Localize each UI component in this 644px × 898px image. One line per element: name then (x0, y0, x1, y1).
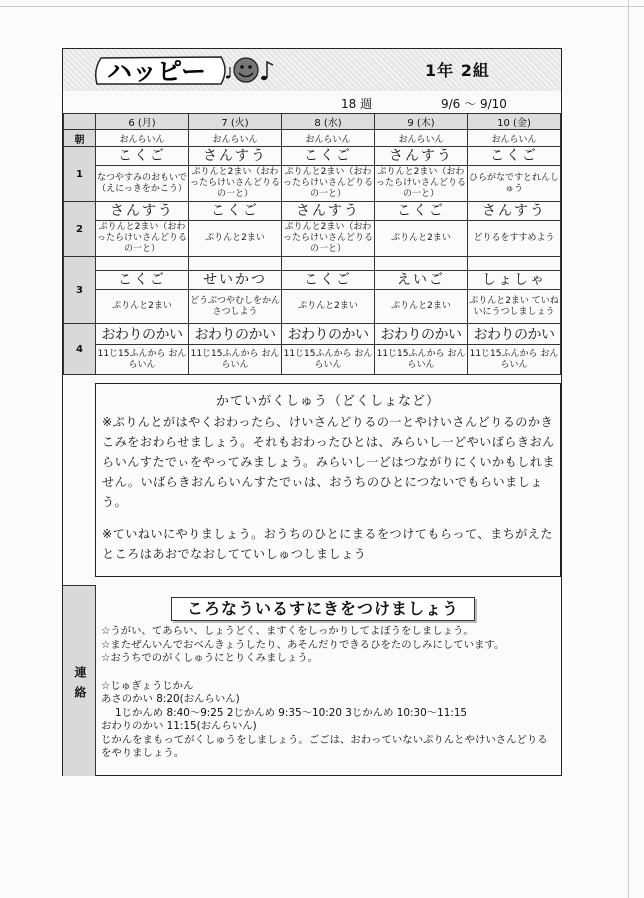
homework-paragraph-2: ※ていねいにやりましょう。おうちのひとにまるをつけてもらって、まちがえたところはあおでなおしてていしゅつしましょう (102, 527, 553, 561)
subject-cell: こくご (282, 147, 375, 166)
subject-cell: おわりのかい (375, 324, 468, 345)
music-note-icon (261, 62, 273, 80)
period3-gap-row (64, 257, 561, 271)
subject-cell: こくご (468, 147, 561, 166)
note-cell: なつやすみのおもいで（えにっきをかこう） (96, 166, 189, 202)
homework-side-column (63, 383, 95, 575)
subject-cell: こくご (375, 202, 468, 221)
renraku-line: ☆またぜんいんでおべんきょうしたり、あそんだりできるひをたのしみにしています。 (101, 638, 505, 651)
period2-subject-row (64, 202, 561, 221)
subject-cell: おわりのかい (189, 324, 282, 345)
period4-note-row (64, 345, 561, 375)
note-cell: ぷりんと2まい (375, 221, 468, 257)
period2-note-row (64, 221, 561, 257)
morning-cell: おんらいん (96, 130, 189, 147)
subject-cell: こくご (282, 271, 375, 290)
morning-cell: おんらいん (282, 130, 375, 147)
header-banner (63, 49, 561, 91)
morning-cell: おんらいん (468, 130, 561, 147)
note-cell: ぷりんと2まい (96, 290, 189, 324)
schedule-line: あさのかい 8:20(おんらいん) (101, 693, 240, 705)
homework-box (95, 383, 561, 577)
subject-cell: せいかつ (189, 271, 282, 290)
note-cell: ぷりんと2まい（おわったらけいさんどりるの一と） (189, 166, 282, 202)
renraku-body (101, 625, 556, 761)
period1-subject-row (64, 147, 561, 166)
note-cell: ぷりんと2まい (375, 290, 468, 324)
note-cell: 11じ15ふんから おんらいん (375, 345, 468, 375)
note-cell: ぷりんと2まい (282, 290, 375, 324)
note-cell: 11じ15ふんから おんらいん (189, 345, 282, 375)
subject-cell: おわりのかい (96, 324, 189, 345)
corner-cell (64, 114, 96, 130)
morning-row (64, 130, 561, 147)
note-cell: 11じ15ふんから おんらいん (282, 345, 375, 375)
subject-cell: さんすう (375, 147, 468, 166)
renraku-label-text: 連絡 (73, 666, 87, 706)
logo-title: ハッピー (107, 57, 207, 86)
schedule-title: ☆じゅぎょうじかん (101, 679, 194, 692)
subject-cell: さんすう (468, 202, 561, 221)
week-number: 18 週 (341, 97, 373, 111)
happy-logo (91, 53, 276, 87)
scan-edge-right (628, 0, 629, 898)
blank-cell (282, 257, 375, 271)
schedule-line: おわりのかい 11:15(おんらいん) (101, 720, 257, 732)
subject-cell: こくご (189, 202, 282, 221)
week-dates: 9/6 ～ 9/10 (441, 97, 507, 111)
note-cell: どりるをすすめよう (468, 221, 561, 257)
blank-cell (189, 257, 282, 271)
period3-note-row (64, 290, 561, 324)
subject-cell: えいご (375, 271, 468, 290)
subject-cell: さんすう (282, 202, 375, 221)
subject-cell: しょしゃ (468, 271, 561, 290)
timetable-header-row (64, 114, 561, 130)
subject-cell: こくご (96, 147, 189, 166)
period3-subject-row (64, 271, 561, 290)
day-header: 6 (月) (96, 114, 189, 130)
subject-cell: さんすう (96, 202, 189, 221)
note-cell: 11じ15ふんから おんらいん (468, 345, 561, 375)
morning-cell: おんらいん (375, 130, 468, 147)
scan-edge-top (0, 6, 644, 7)
note-cell: ぷりんと2まい (189, 221, 282, 257)
blank-cell (96, 257, 189, 271)
period1-note-row (64, 166, 561, 202)
renraku-line: ☆うがい、てあらい、しょうどく、ますくをしっかりしてよぼうをしましょう。 (101, 625, 474, 637)
period-label: 朝 (64, 130, 96, 147)
newsletter-sheet (62, 48, 562, 776)
day-header: 10 (金) (468, 114, 561, 130)
period-label: 3 (64, 257, 96, 324)
period-label: 4 (64, 324, 96, 375)
subject-cell: おわりのかい (468, 324, 561, 345)
subject-cell: おわりのかい (282, 324, 375, 345)
note-cell: ぷりんと2まい（おわったらけいさんどりるの一と） (375, 166, 468, 202)
period-label: 2 (64, 202, 96, 257)
timetable (63, 113, 561, 375)
class-label: 1年 2組 (425, 61, 490, 80)
corona-notice-heading: ころなういるすにきをつけましょう (171, 597, 475, 621)
music-note-small-icon (226, 67, 230, 79)
note-cell: ぷりんと2まい ていねいにうつしましょう (468, 290, 561, 324)
homework-title: かていがくしゅう（どくしょなど） (215, 394, 440, 409)
renraku-line: ☆おうちでのがくしゅうにとりくみましょう。 (101, 652, 319, 664)
note-cell: ぷりんと2まい（おわったらけいさんどりるの一と） (282, 221, 375, 257)
day-header: 8 (水) (282, 114, 375, 130)
note-cell: ひらがなですとれんしゅう (468, 166, 561, 202)
day-header: 7 (火) (189, 114, 282, 130)
day-header: 9 (木) (375, 114, 468, 130)
renraku-side-label (63, 585, 96, 776)
schedule-line: 1じかんめ 8:40～9:25 2じかんめ 9:35～10:20 3じかんめ 10:30～11:15 (115, 706, 468, 719)
period-label: 1 (64, 147, 96, 202)
note-cell: 11じ15ふんから おんらいん (96, 345, 189, 375)
blank-cell (468, 257, 561, 271)
schedule-line: じかんをまもってがくしゅうをしましょう。ごごは、おわっていないぷりんとやけいさんどりるをやりましょう。 (101, 733, 548, 759)
note-cell: ぷりんと2まい（おわったらけいさんどりるの一と） (282, 166, 375, 202)
morning-cell: おんらいん (189, 130, 282, 147)
smiley-face-icon (234, 58, 258, 82)
subject-cell: こくご (96, 271, 189, 290)
period4-subject-row (64, 324, 561, 345)
homework-paragraph-1: ※ぷりんとがはやくおわったら、けいさんどりるの一とやけいさんどりるのかきこみをおわらせましょう。それもおわったひとは、みらいし一どやいばらきおんらいんすたでぃをやってみましょう。みらいし一どはつながりにくいかもしれません。いばらきおんらいんすたでぃは、おうちのひとにつないでもらいましょう。 (102, 415, 555, 509)
blank-cell (375, 257, 468, 271)
note-cell: どうぶつやむしをかんさつしよう (189, 290, 282, 324)
note-cell: ぷりんと2まい（おわったらけいさんどりるの一と） (96, 221, 189, 257)
subject-cell: さんすう (189, 147, 282, 166)
